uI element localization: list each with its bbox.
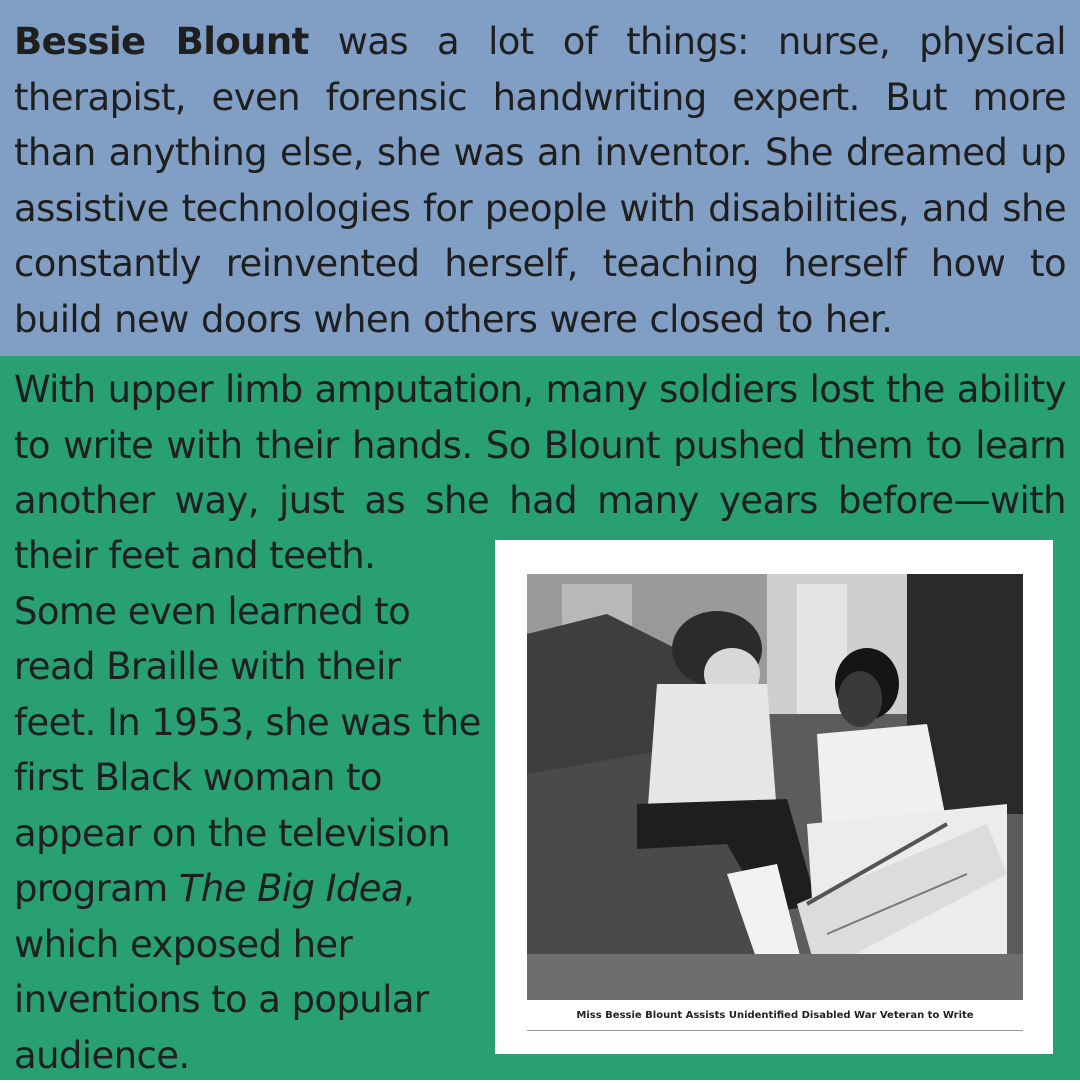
story-line-1: With upper limb amputation, many soldiers lost the ability — [14, 368, 1066, 411]
photo-caption: Miss Bessie Blount Assists Unidentified Disabled War Veteran to Write — [527, 1002, 1023, 1031]
story-continuation — [14, 528, 484, 1083]
tv-show-title: The Big Idea — [178, 867, 404, 910]
story-lead — [14, 362, 1066, 529]
intro-panel — [0, 0, 1080, 356]
story-text-2: , which exposed her inventions to a popular audience. — [14, 867, 429, 1077]
intro-text: was a lot of things: nurse, physical therapist, even forensic handwriting expert. But more than anything else, she was an inventor. She dreamed up assistive technologies for people with disabilities, and she constantly reinvented herself, teaching herself how to build new doors when others were closed to her. — [14, 20, 1066, 341]
subject-name: Bessie Blount — [14, 20, 309, 63]
story-line-2: to write with their hands. So Blount pushed them to learn — [14, 423, 1066, 467]
newspaper-photo — [495, 540, 1053, 1054]
story-text-1: their feet and teeth. Some even learned to read Braille with their feet. In 1953, she was the first Black woman to appear on the television program — [14, 534, 481, 910]
story-line-3: another way, just as she had many years before—with — [14, 479, 1066, 522]
intro-paragraph — [14, 14, 1066, 347]
story-panel — [0, 356, 1080, 1080]
photo-image — [527, 574, 1023, 1000]
